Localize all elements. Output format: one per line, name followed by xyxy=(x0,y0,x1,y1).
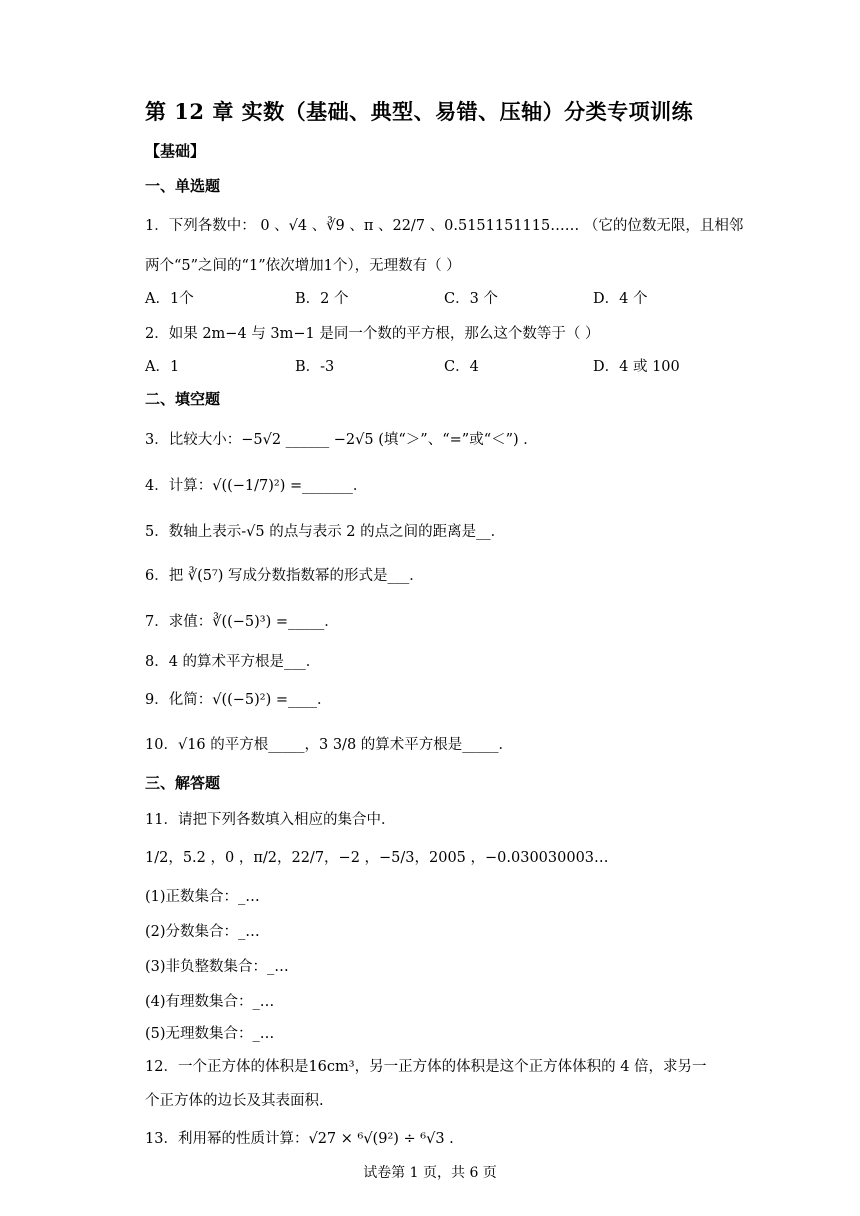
q11-set-nonnegative-integer: (3)非负整数集合：_… xyxy=(145,959,289,975)
q11-set-fraction: (2)分数集合：_… xyxy=(145,924,260,940)
q1-option-a[interactable]: A．1个 xyxy=(145,291,194,307)
page-footer: 试卷第 1 页，共 6 页 xyxy=(363,1165,497,1181)
page-title: 第 12 章 实数（基础、典型、易错、压轴）分类专项训练 xyxy=(145,99,694,124)
q11-set-irrational: (5)无理数集合：_… xyxy=(145,1026,275,1042)
q1-prefix: 1．下列各数中： xyxy=(145,218,256,234)
question-9: 9．化简：√((−5)²) =____． xyxy=(145,692,332,708)
q1-option-c[interactable]: C．3 个 xyxy=(444,291,498,307)
question-5: 5．数轴上表示-√5 的点与表示 2 的点之间的距离是__． xyxy=(145,524,506,540)
question-11: 11．请把下列各数填入相应的集合中． xyxy=(145,812,396,828)
question-6: 6．把 ∛(5⁷) 写成分数指数幂的形式是___． xyxy=(145,568,424,584)
q2-option-a[interactable]: A．1 xyxy=(145,359,180,375)
q2-options xyxy=(145,355,765,375)
question-1 xyxy=(145,214,743,235)
question-4: 4．计算：√((−1/7)²) =_______． xyxy=(145,478,368,494)
question-2: 2．如果 2m−4 与 3m−1 是同一个数的平方根，那么这个数等于（ ） xyxy=(145,326,600,342)
heading-single-choice: 一、单选题 xyxy=(145,177,221,195)
q1-options xyxy=(145,287,765,307)
question-12-line2: 个正方体的边长及其表面积. xyxy=(145,1093,324,1109)
question-10: 10．√16 的平方根_____，3 3/8 的算术平方根是_____． xyxy=(145,737,514,753)
question-12-line1: 12．一个正方体的体积是16cm³，另一正方体的体积是这个正方体体积的 4 倍，求另一 xyxy=(145,1059,707,1075)
q11-set-rational: (4)有理数集合：_… xyxy=(145,994,275,1010)
section-basic: 【基础】 xyxy=(145,142,206,160)
q1-line2: 两个“5”之间的“1”依次增加1个），无理数有（ ） xyxy=(145,258,461,274)
question-8: 8．4 的算术平方根是___． xyxy=(145,654,321,670)
q1-note: （它的位数无限，且相邻 xyxy=(583,218,744,234)
q11-set-positive: (1)正数集合：_… xyxy=(145,889,260,905)
q2-option-b[interactable]: B．-3 xyxy=(295,359,335,375)
heading-fill-blank: 二、填空题 xyxy=(145,390,221,408)
q1-option-d[interactable]: D．4 个 xyxy=(593,291,648,307)
q2-option-c[interactable]: C．4 xyxy=(444,359,479,375)
q1-option-b[interactable]: B．2 个 xyxy=(295,291,349,307)
question-3: 3．比较大小：−5√2 ______ −2√5 (填“＞”、“=”或“＜”) ． xyxy=(145,432,538,448)
heading-answer-questions: 三、解答题 xyxy=(145,774,221,792)
question-7: 7．求值：∛((−5)³) =_____． xyxy=(145,614,339,630)
q2-option-d[interactable]: D．4 或 100 xyxy=(593,359,680,375)
question-13: 13．利用幂的性质计算：√27 × ⁶√(9²) ÷ ⁶√3 . xyxy=(145,1131,454,1147)
q1-number-list: 0 、√4 、∛9 、π 、22/7 、0.5151151115…… xyxy=(260,218,580,234)
q11-number-list: 1/2，5.2 ，0 ，π/2，22/7，−2 ，−5/3，2005 ，−0.030030003… xyxy=(145,850,609,866)
